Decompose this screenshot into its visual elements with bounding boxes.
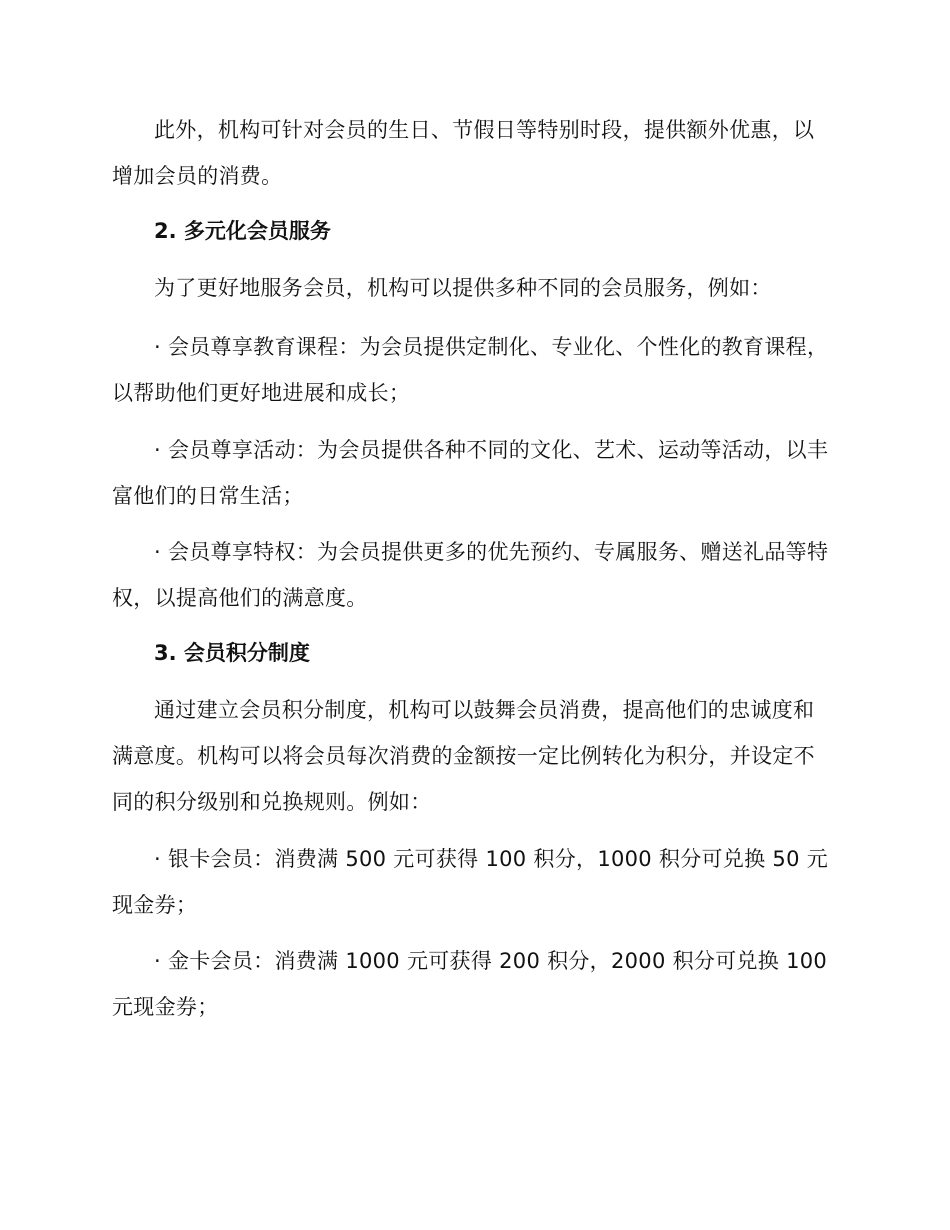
list-item-gold-card: · 金卡会员：消费满 1000 元可获得 200 积分，2000 积分可兑换 100 元现金券；	[112, 949, 828, 1019]
section-heading-points-system: 3. 会员积分制度	[154, 641, 310, 665]
list-item-education-courses: · 会员尊享教育课程：为会员提供定制化、专业化、个性化的教育课程，以帮助他们更好地进展和成长；	[112, 335, 829, 405]
paragraph-special-offers: 此外，机构可针对会员的生日、节假日等特别时段，提供额外优惠，以增加会员的消费。	[112, 118, 815, 188]
list-item-silver-card: · 银卡会员：消费满 500 元可获得 100 积分，1000 积分可兑换 50 元现金券；	[112, 847, 829, 917]
list-item-member-activities: · 会员尊享活动：为会员提供各种不同的文化、艺术、运动等活动，以丰富他们的日常生活；	[112, 438, 829, 508]
paragraph-points-intro: 通过建立会员积分制度，机构可以鼓舞会员消费，提高他们的忠诚度和满意度。机构可以将会员每次消费的金额按一定比例转化为积分，并设定不同的积分级别和兑换规则。例如：	[112, 698, 815, 814]
section-heading-diversified-services: 2. 多元化会员服务	[154, 219, 331, 243]
paragraph-services-intro: 为了更好地服务会员，机构可以提供多种不同的会员服务，例如：	[154, 276, 772, 300]
list-item-member-privileges: · 会员尊享特权：为会员提供更多的优先预约、专属服务、赠送礼品等特权，以提高他们的满意度。	[112, 540, 829, 610]
